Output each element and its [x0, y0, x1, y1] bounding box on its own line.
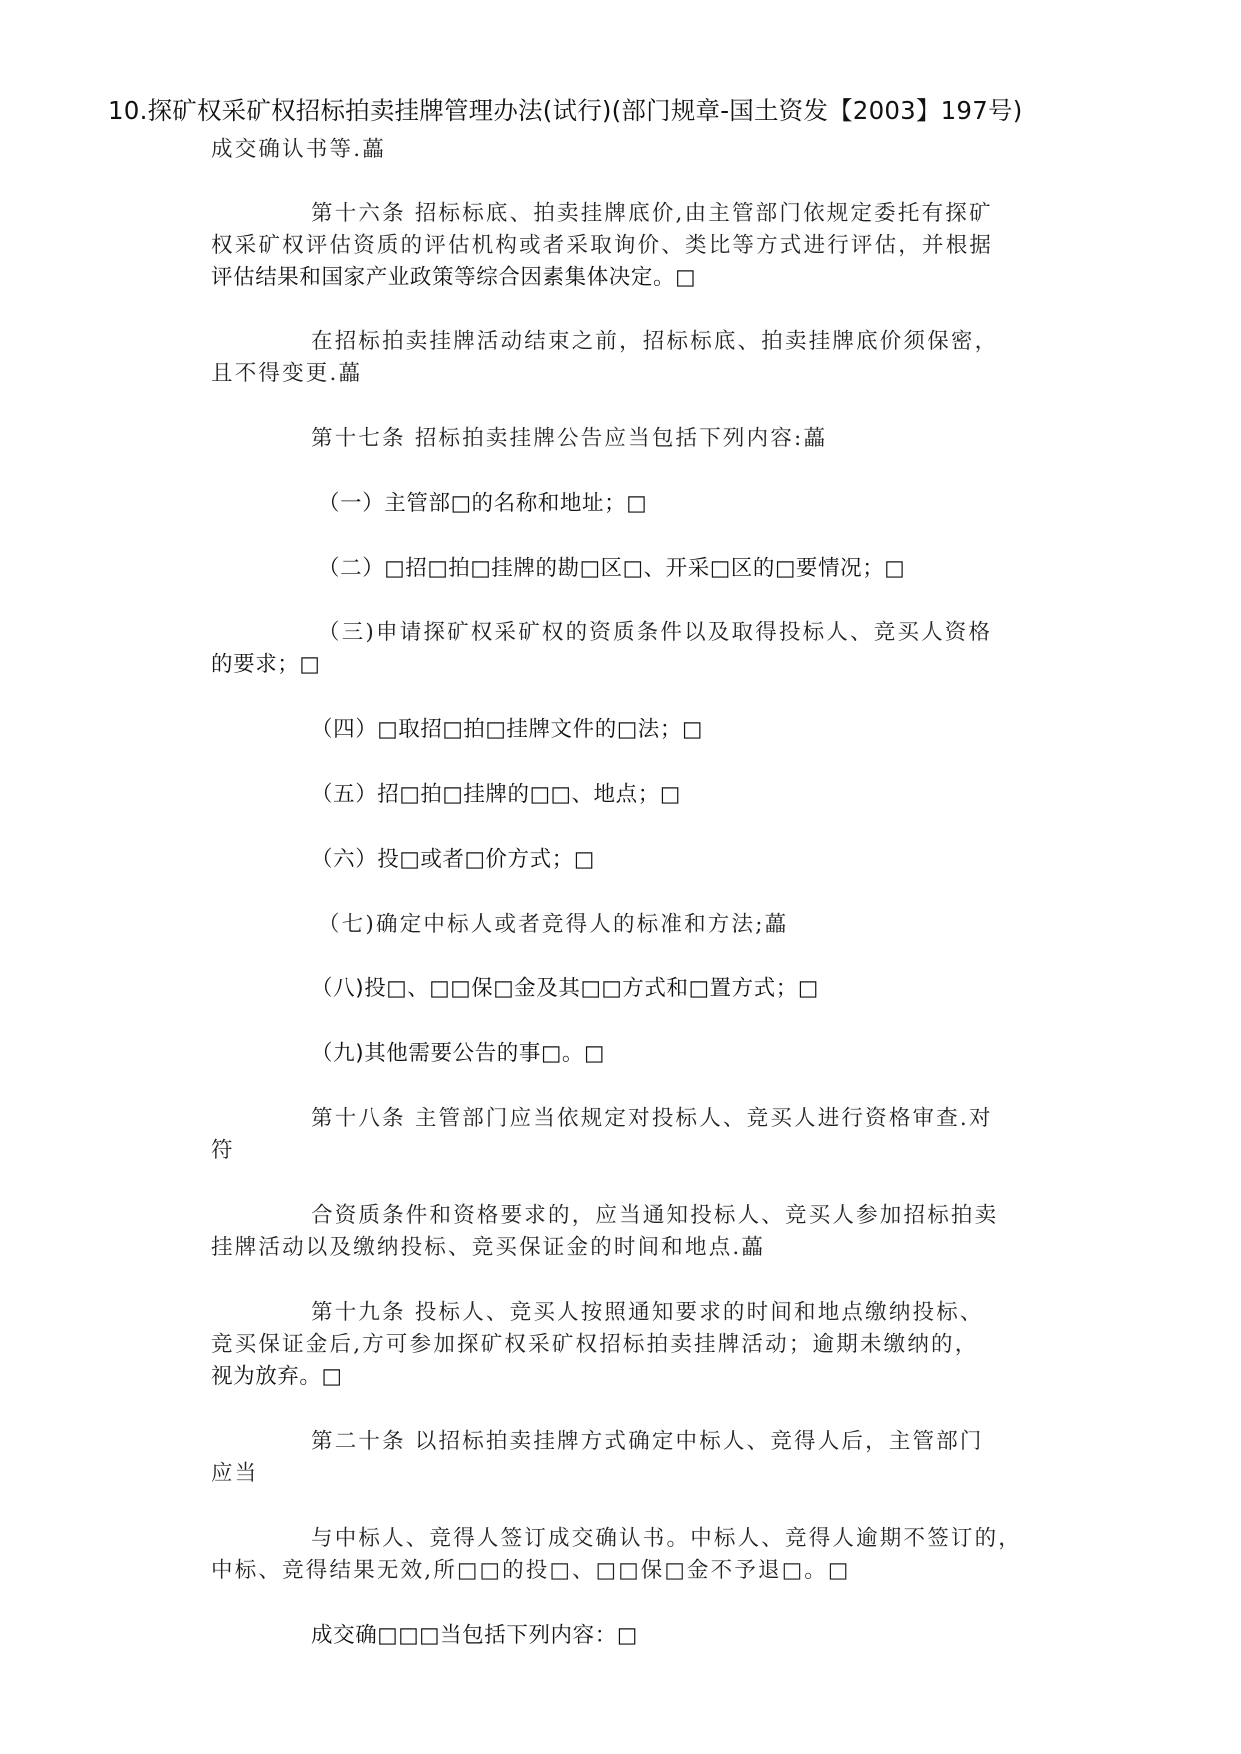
- list-item: （一）主管部□的名称和地址；□: [318, 491, 648, 516]
- list-item: （八)投□、□□保□金及其□□方式和□置方式；□: [311, 976, 819, 1001]
- text-line: 第十八条 主管部门应当依规定对投标人、竞买人进行资格审查.对: [311, 1106, 993, 1131]
- list-item: （九)其他需要公告的事□。□: [311, 1041, 605, 1066]
- list-item: 的要求；□: [211, 652, 321, 677]
- text-line: 竞买保证金后,方可参加探矿权采矿权招标拍卖挂牌活动；逾期未缴纳的，: [211, 1332, 979, 1357]
- document-header-title: 10.探矿权采矿权招标拍卖挂牌管理办法(试行)(部门规章-国土资发【2003】197号): [108, 96, 1023, 125]
- text-line: 应当: [211, 1461, 259, 1486]
- text-line: 在招标拍卖挂牌活动结束之前，招标标底、拍卖挂牌底价须保密，: [311, 329, 999, 354]
- list-item: （二）□招□拍□挂牌的勘□区□、开采□区的□要情况；□: [318, 556, 906, 581]
- text-line: 视为放弃。□: [211, 1364, 343, 1389]
- text-line: 符: [211, 1138, 235, 1163]
- list-item: （五）招□拍□挂牌的□□、地点；□: [311, 782, 681, 807]
- list-item: （四）□取招□拍□挂牌文件的□法；□: [311, 717, 703, 742]
- text-line: 成交确□□□当包括下列内容：□: [311, 1623, 638, 1648]
- text-line: 评估结果和国家产业政策等综合因素集体决定。□: [211, 265, 697, 290]
- text-line: 中标、竞得结果无效,所□□的投□、□□保□金不予退□。□: [211, 1558, 851, 1583]
- text-line: 第十七条 招标拍卖挂牌公告应当包括下列内容:藟: [311, 426, 828, 451]
- list-item: （六）投□或者□价方式；□: [311, 847, 595, 872]
- list-item: （七)确定中标人或者竞得人的标准和方法;藟: [318, 912, 789, 937]
- text-line: 权采矿权评估资质的评估机构或者采取询价、类比等方式进行评估，并根据: [211, 233, 994, 258]
- text-line: 第二十条 以招标拍卖挂牌方式确定中标人、竞得人后，主管部门: [311, 1429, 984, 1454]
- text-line: 第十六条 招标标底、拍卖挂牌底价,由主管部门依规定委托有探矿: [311, 201, 993, 226]
- text-line: 且不得变更.藟: [211, 361, 363, 386]
- text-line: 成交确认书等.藟: [211, 137, 386, 162]
- text-line: 挂牌活动以及缴纳投标、竞买保证金的时间和地点.藟: [211, 1235, 766, 1260]
- text-line: 第十九条 投标人、竞买人按照通知要求的时间和地点缴纳投标、: [311, 1300, 984, 1325]
- text-line: 合资质条件和资格要求的，应当通知投标人、竞买人参加招标拍卖: [311, 1203, 999, 1228]
- text-line: 与中标人、竞得人签订成交确认书。中标人、竞得人逾期不签订的，: [311, 1526, 1023, 1551]
- list-item: （三)申请探矿权采矿权的资质条件以及取得投标人、竞买人资格: [318, 620, 993, 645]
